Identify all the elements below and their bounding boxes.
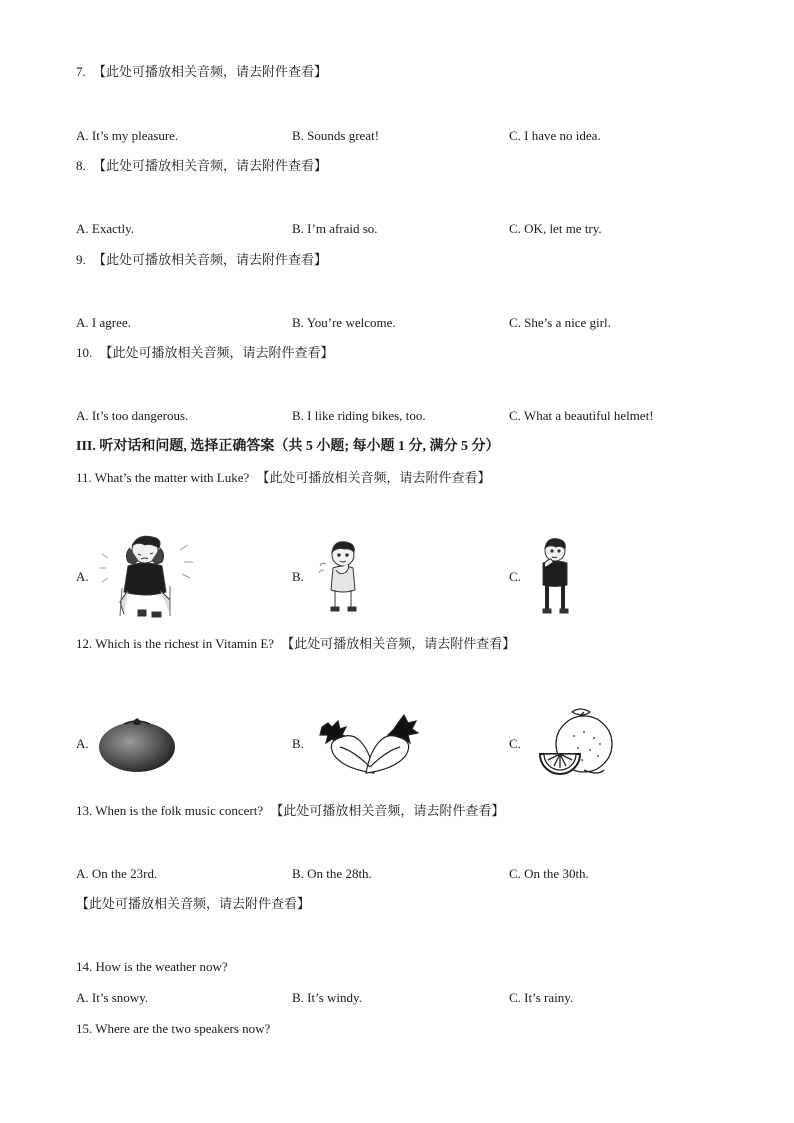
question-11-header	[76, 470, 491, 486]
question-text: 12. Which is the richest in Vitamin E?	[76, 636, 275, 651]
option-b: B. On the 28th.	[292, 866, 372, 881]
option-b-letter: B.	[292, 736, 304, 751]
question-text: 11. What’s the matter with Luke?	[76, 470, 250, 485]
question-9-header	[76, 252, 327, 268]
option-a-letter: A.	[76, 569, 89, 584]
question-number: 9.	[76, 252, 86, 267]
question-14-text: 14. How is the weather now?	[76, 959, 228, 974]
sweet-potato-illustration	[318, 713, 422, 775]
option-b: B. I’m afraid so.	[292, 221, 378, 236]
option-b: B. I like riding bikes, too.	[292, 408, 426, 423]
audio-note[interactable]: 【此处可播放相关音频，请去附件查看】	[93, 252, 328, 267]
orange-illustration	[534, 706, 616, 780]
tomato-illustration	[96, 712, 178, 774]
headache-boy-illustration	[100, 528, 195, 620]
question-7-header	[76, 64, 327, 80]
question-number: 8.	[76, 158, 86, 173]
option-c: C. OK, let me try.	[509, 221, 602, 236]
audio-note[interactable]: 【此处可播放相关音频，请去附件查看】	[270, 803, 505, 818]
question-number: 10.	[76, 345, 93, 360]
toothache-boy-illustration	[534, 537, 576, 617]
section-3-title: III. 听对话和问题, 选择正确答案（共 5 小题; 每小题 1 分, 满分 5 分）	[76, 439, 500, 454]
option-c: C. On the 30th.	[509, 866, 589, 881]
audio-note[interactable]: 【此处可播放相关音频，请去附件查看】	[256, 470, 491, 485]
option-a-letter: A.	[76, 736, 89, 751]
audio-note[interactable]: 【此处可播放相关音频，请去附件查看】	[76, 896, 311, 911]
option-a: A. It’s my pleasure.	[76, 128, 179, 143]
option-b: B. Sounds great!	[292, 128, 380, 143]
option-a: A. It’s too dangerous.	[76, 408, 189, 423]
audio-note[interactable]: 【此处可播放相关音频，请去附件查看】	[281, 636, 516, 651]
question-15-text: 15. Where are the two speakers now?	[76, 1021, 271, 1036]
question-13-header	[76, 803, 504, 819]
audio-note[interactable]: 【此处可播放相关音频，请去附件查看】	[99, 345, 334, 360]
question-8-header	[76, 158, 327, 174]
option-a: A. Exactly.	[76, 221, 134, 236]
option-a: A. It’s snowy.	[76, 990, 149, 1005]
option-a: A. On the 23rd.	[76, 866, 158, 881]
option-b-letter: B.	[292, 569, 304, 584]
question-10-header	[76, 345, 334, 361]
coughing-boy-illustration	[318, 540, 368, 615]
option-b: B. It’s windy.	[292, 990, 362, 1005]
option-c-letter: C.	[509, 736, 521, 751]
option-c: C. What a beautiful helmet!	[509, 408, 654, 423]
option-c: C. It’s rainy.	[509, 990, 574, 1005]
question-text: 13. When is the folk music concert?	[76, 803, 264, 818]
option-a: A. I agree.	[76, 315, 131, 330]
question-number: 7.	[76, 64, 86, 79]
audio-note[interactable]: 【此处可播放相关音频，请去附件查看】	[93, 158, 328, 173]
option-b: B. You’re welcome.	[292, 315, 396, 330]
option-c-letter: C.	[509, 569, 521, 584]
option-c: C. I have no idea.	[509, 128, 601, 143]
question-12-header	[76, 636, 515, 652]
audio-note[interactable]: 【此处可播放相关音频，请去附件查看】	[93, 64, 328, 79]
option-c: C. She’s a nice girl.	[509, 315, 611, 330]
